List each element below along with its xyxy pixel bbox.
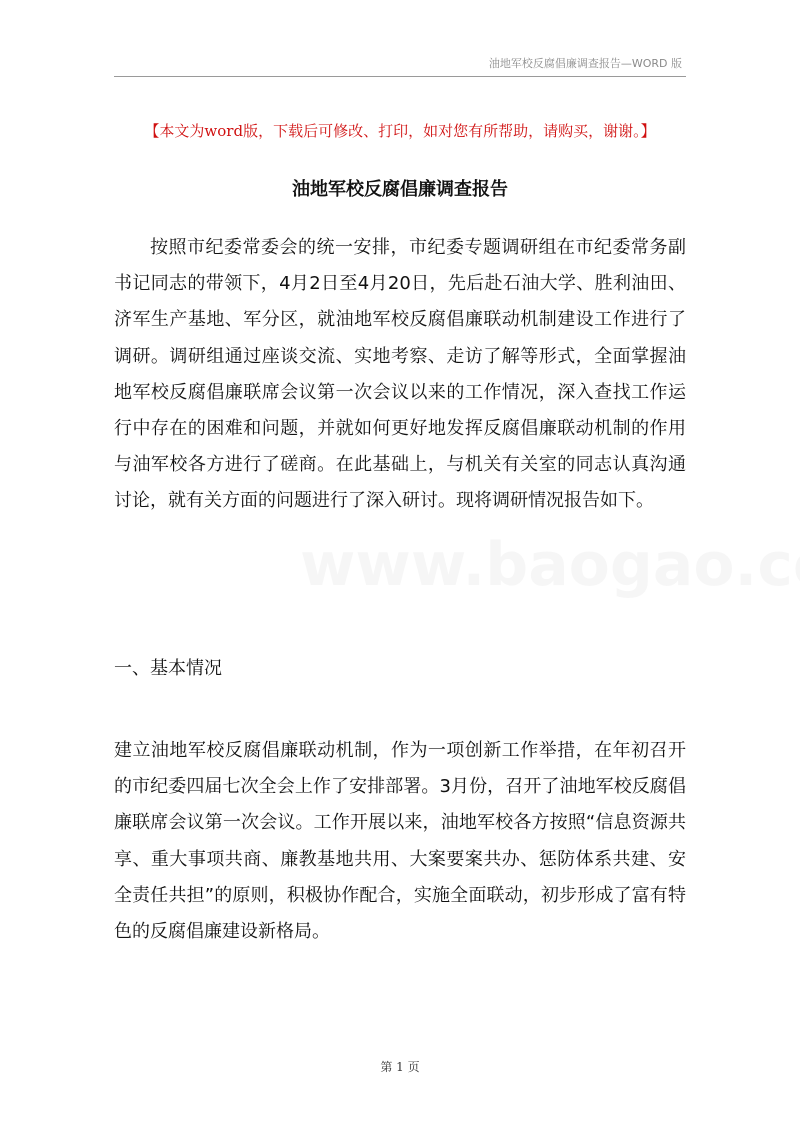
running-header: 油地军校反腐倡廉调查报告—WORD 版 [488,57,682,70]
header-divider [114,76,686,77]
section-body-paragraph: 建立油地军校反腐倡廉联动机制，作为一项创新工作举措，在年初召开的市纪委四届七次全会上作了安排部署。3月份，召开了油地军校反腐倡廉联席会议第一次会议。工作开展以来，油地军校各方按照“信息资源共享、重大事项共商、廉教基地共用、大案要案共办、惩防体系共建、安全责任共担”的原则，积极协作配合，实施全面联动，初步形成了富有特色的反腐倡廉建设新格局。 [114,740,686,943]
page-number: 第 1 页 [380,1060,420,1074]
document-title: 油地军校反腐倡廉调查报告 [292,179,508,200]
intro-paragraph: 按照市纪委常委会的统一安排，市纪委专题调研组在市纪委常务副书记同志的带领下，4月2日至4月20日，先后赴石油大学、胜利油田、济军生产基地、军分区，就油地军校反腐倡廉联动机制建设工作进行了调研。调研组通过座谈交流、实地考察、走访了解等形式，全面掌握油地军校反腐倡廉联席会议第一次会议以来的工作情况，深入查找工作运行中存在的困难和问题，并就如何更好地发挥反腐倡廉联动机制的作用与油军校各方进行了磋商。在此基础上，与机关有关室的同志认真沟通讨论，就有关方面的问题进行了深入研讨。现将调研情况报告如下。 [114,237,686,512]
watermark [300,530,800,600]
section-heading-basic-situation: 一、基本情况 [114,658,222,679]
purchase-notice: 【本文为word版，下载后可修改、打印，如对您有所帮助，请购买，谢谢。】 [144,122,656,140]
